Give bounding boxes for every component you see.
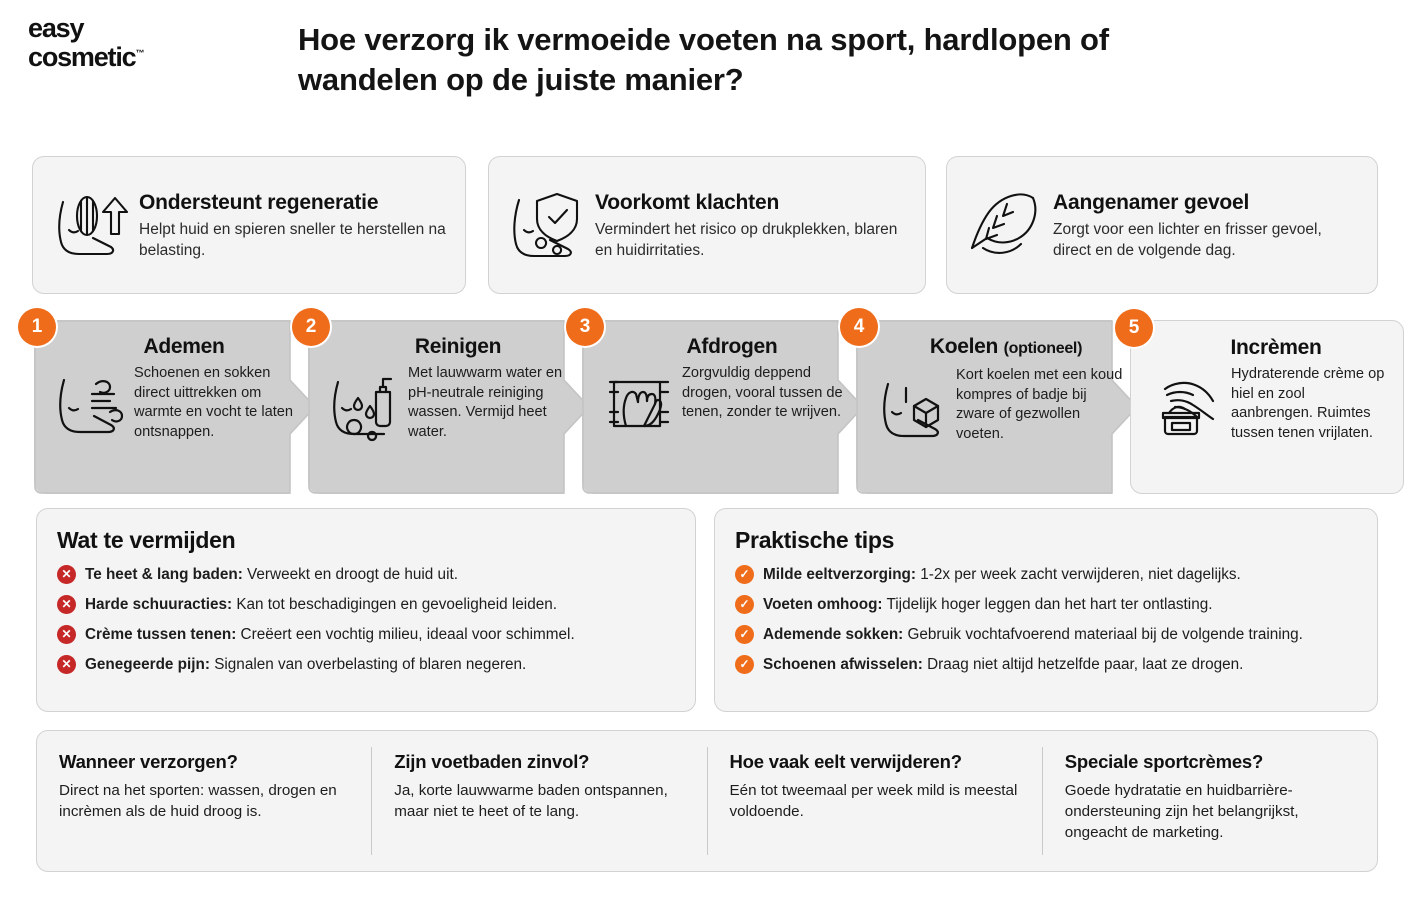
list-item-text: Verweekt en droogt de huid uit. [242,566,458,583]
faq-question: Speciale sportcrèmes? [1064,751,1264,772]
list-item-text: Signalen van overbelasting of blaren negeren. [209,656,527,673]
foot-shield-check-icon [505,186,587,264]
list-item-content [763,654,1243,675]
list-item-label: Te heet & lang baden: [85,566,243,583]
list-item-content [85,594,557,615]
faq-question: Hoe vaak eelt verwijderen? [729,751,962,772]
faq-item-4 [1042,747,1377,855]
step-title-suffix: (optioneel) [1003,340,1083,357]
list-item-label: Schoenen afwisselen: [763,656,923,673]
list-item [735,594,1357,615]
step-card-2 [305,316,590,494]
step-title: Ademen [143,335,225,358]
step-number-badge: 5 [1115,309,1153,347]
step-number-badge: 1 [18,308,56,346]
check-circle-icon: ✓ [735,595,754,614]
benefit-text: Vermindert het risico op drukplekken, blaren en huidirritaties. [595,220,898,259]
list-item-label: Milde eeltverzorging: [763,566,916,583]
list-item-label: Voeten omhoog: [763,596,883,613]
logo-line-2: cosmetic [28,42,136,72]
benefit-card-regeneration [32,156,466,294]
tips-panel [714,508,1378,712]
x-circle-icon: ✕ [57,565,76,584]
list-item-content [85,654,526,675]
list-item-content [85,564,458,585]
faq-answer: Goede hydratatie en huidbarrière-ondersteuning zijn het belangrijkst, ongeacht de marketing. [1064,782,1299,841]
faq-answer: Ja, korte lauwwarme baden ontspannen, maar niet te heet of te lang. [394,782,668,820]
benefit-title: Aangenamer gevoel [1053,190,1250,214]
list-item [57,654,675,675]
benefit-text: Helpt huid en spieren sneller te herstellen na belasting. [139,220,446,259]
step-number-badge: 4 [840,308,878,346]
benefit-title: Ondersteunt regeneratie [139,190,379,214]
check-circle-icon: ✓ [735,625,754,644]
step-text: Schoenen en sokken direct uittrekken om warmte en vocht te laten ontsnappen. [134,365,293,440]
benefit-text: Zorgt voor een lichter en frisser gevoel, direct en de volgende dag. [1053,220,1322,259]
cream-jar-hand-icon [1151,369,1225,443]
benefit-title: Voorkomt klachten [595,190,780,214]
x-circle-icon: ✕ [57,655,76,674]
step-text: Hydraterende crème op hiel en zool aanbrengen. Ruimtes tussen tenen vrijlaten. [1231,366,1385,441]
tips-list [735,564,1357,675]
trademark-symbol: ™ [135,48,145,58]
faq-panel [36,730,1378,872]
faq-question: Wanneer verzorgen? [59,751,238,772]
panel-title: Praktische tips [735,527,895,553]
brand-logo [28,13,145,72]
faq-item-2 [371,747,706,855]
x-circle-icon: ✕ [57,595,76,614]
list-item-label: Harde schuuracties: [85,596,233,613]
list-item-content [763,624,1303,645]
step-card-4 [853,316,1138,494]
list-item [735,624,1357,645]
list-item-text: Gebruik vochtafvoerend materiaal bij de volgende training. [903,626,1303,643]
step-title: Incrèmen [1230,336,1322,359]
list-item [57,594,675,615]
list-item-content [763,594,1212,615]
list-item [735,564,1357,585]
panel-title: Wat te vermijden [57,527,236,553]
step-text: Kort koelen met een koud kompres of badje bij zware of gezwollen voeten. [956,367,1123,442]
faq-question: Zijn voetbaden zinvol? [394,751,590,772]
step-text: Met lauwwarm water en pH-neutrale reiniging wassen. Vermijd heet water. [408,365,563,440]
step-title: Koelen (optioneel) [929,335,1083,358]
list-item-text: 1-2x per week zacht verwijderen, niet dagelijks. [916,566,1241,583]
step-number-badge: 3 [566,308,604,346]
foot-towel-icon [602,368,676,442]
panels-row [36,508,1378,712]
foot-ice-cube-icon [876,370,950,444]
faq-item-3 [707,747,1042,855]
step-card-1 [31,316,316,494]
list-item [57,564,675,585]
step-text: Zorgvuldig deppend drogen, vooral tussen de tenen, zonder te wrijven. [682,365,843,420]
avoid-list [57,564,675,675]
logo-line-1: easy [28,13,84,43]
x-circle-icon: ✕ [57,625,76,644]
check-circle-icon: ✓ [735,655,754,674]
list-item [735,654,1357,675]
faq-answer: Eén tot tweemaal per week mild is meestal voldoende. [729,782,1018,820]
list-item-text: Creëert een vochtig milieu, ideaal voor schimmel. [236,626,575,643]
list-item-text: Tijdelijk hoger leggen dan het hart ter ontlasting. [882,596,1213,613]
step-card-3 [579,316,864,494]
list-item-label: Crème tussen tenen: [85,626,237,643]
faq-answer: Direct na het sporten: wassen, drogen en incrèmen als de huid droog is. [59,782,337,820]
list-item-text: Draag niet altijd hetzelfde paar, laat ze drogen. [922,656,1244,673]
foot-airflow-icon [54,368,128,442]
list-item-label: Ademende sokken: [763,626,904,643]
step-number-badge: 2 [292,308,330,346]
benefits-row [32,156,1378,294]
faq-item-1 [37,747,371,855]
list-item-content [85,624,575,645]
foot-soap-dispenser-icon [328,368,402,442]
check-circle-icon: ✓ [735,565,754,584]
avoid-panel [36,508,696,712]
step-title: Afdrogen [686,335,778,358]
steps-row [20,308,1390,494]
list-item-label: Genegeerde pijn: [85,656,210,673]
benefit-card-prevention [488,156,926,294]
list-item [57,624,675,645]
step-title: Reinigen [414,335,502,358]
step-card-5 [1128,317,1404,494]
foot-muscle-arrow-icon [49,186,131,264]
benefit-card-comfort [946,156,1378,294]
list-item-content [763,564,1241,585]
list-item-text: Kan tot beschadigingen en gevoeligheid leiden. [232,596,557,613]
page-title: Hoe verzorg ik vermoeide voeten na sport, hardlopen of wandelen op de juiste manier? [298,22,1109,97]
page-header [0,0,1408,140]
feather-icon [963,186,1045,264]
